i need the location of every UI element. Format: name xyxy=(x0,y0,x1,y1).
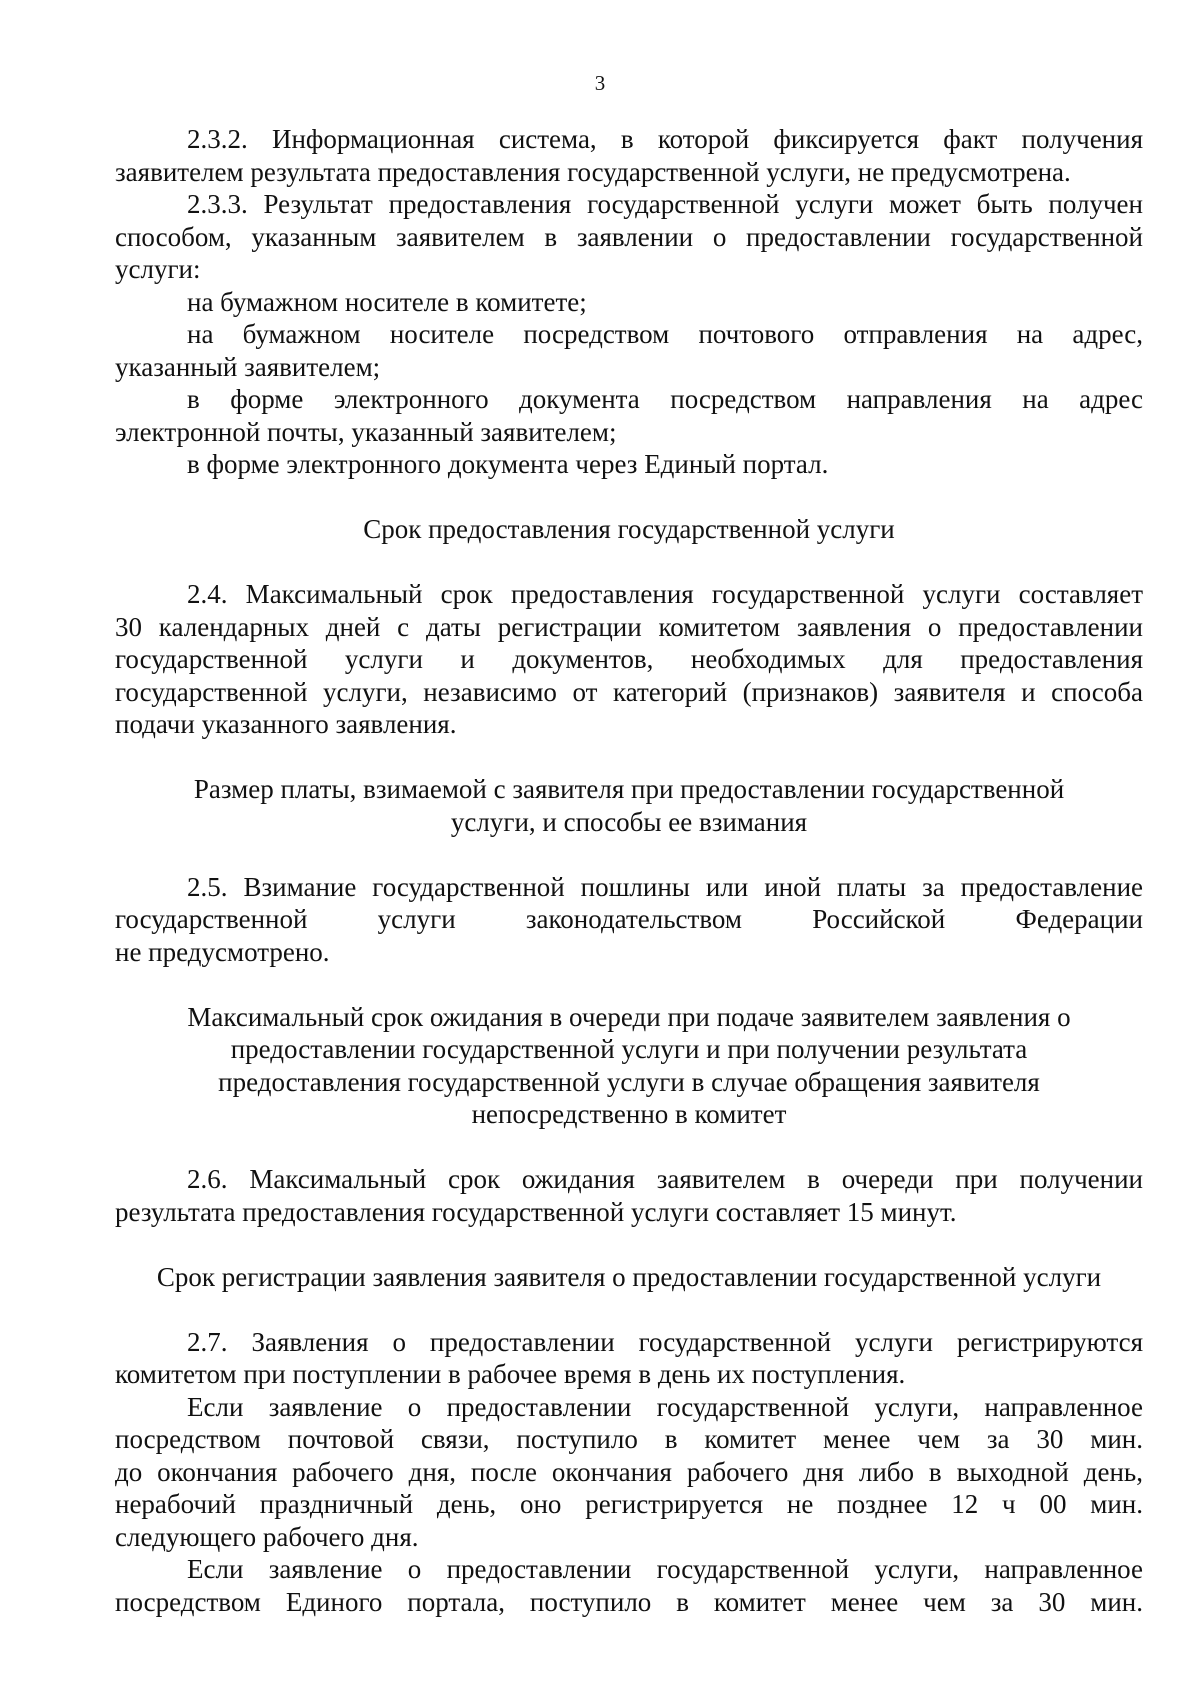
option-paper-mail-line-2: указанный заявителем; xyxy=(115,351,381,382)
paragraph-2-7-line-2: комитетом при поступлении в рабочее время в день их поступления. xyxy=(115,1359,906,1389)
paragraph-portal-line-1: Если заявление о предоставлении государственной услуги, направленное xyxy=(187,1554,1143,1584)
spacer xyxy=(115,1131,1143,1164)
spacer xyxy=(115,741,1143,774)
heading-fee-line-2: услуги, и способы ее взимания xyxy=(450,806,808,837)
paragraph-2-3-3-line-1: 2.3.3. Результат предоставления государственной услуги может быть получен xyxy=(187,189,1143,219)
option-paper-mail-line-1: на бумажном носителе посредством почтового отправления на адрес, xyxy=(187,319,1143,349)
document-body xyxy=(115,123,1143,1618)
heading-queue-line-3: предоставления государственной услуги в случае обращения заявителя xyxy=(218,1066,1040,1097)
paragraph-2-4-line-3: государственной услуги и документов, необходимых для предоставления xyxy=(115,644,1143,674)
paragraph-2-5-line-3: не предусмотрено. xyxy=(115,936,330,967)
option-paper-committee: на бумажном носителе в комитете; xyxy=(187,286,587,317)
paragraph-mail-line-2: посредством почтовой связи, поступило в комитет менее чем за 30 мин. xyxy=(115,1424,1143,1454)
paragraph-2-4-line-5: подачи указанного заявления. xyxy=(115,709,457,739)
heading-queue-line-1: Максимальный срок ожидания в очереди при подаче заявителем заявления о xyxy=(187,1001,1071,1032)
paragraph-2-6-line-1: 2.6. Максимальный срок ожидания заявителем в очереди при получении xyxy=(187,1164,1143,1194)
option-email-line-1: в форме электронного документа посредством направления на адрес xyxy=(187,384,1143,414)
heading-fee-line-1: Размер платы, взимаемой с заявителя при предоставлении государственной xyxy=(193,774,1065,804)
heading-registration-term: Срок регистрации заявления заявителя о предоставлении государственной услуги xyxy=(156,1261,1102,1292)
spacer xyxy=(115,838,1143,871)
heading-service-term: Срок предоставления государственной услуги xyxy=(363,514,895,544)
paragraph-2-6-line-2: результата предоставления государственной услуги составляет 15 минут. xyxy=(115,1196,957,1227)
spacer xyxy=(115,1228,1143,1261)
paragraph-2-5-line-2: государственной услуги законодательством Российской Федерации xyxy=(115,904,1143,934)
paragraph-2-4-line-1: 2.4. Максимальный срок предоставления государственной услуги составляет xyxy=(187,579,1143,609)
paragraph-mail-line-4: нерабочий праздничный день, оно регистрируется не позднее 12 ч 00 мин. xyxy=(115,1489,1143,1519)
paragraph-2-3-2-line-2: заявителем результата предоставления государственной услуги, не предусмотрена. xyxy=(115,156,1071,187)
paragraph-2-3-3-line-2: способом, указанным заявителем в заявлении о предоставлении государственной xyxy=(115,221,1143,252)
page-number: 3 xyxy=(594,71,606,95)
spacer xyxy=(115,546,1143,579)
paragraph-mail-line-3: до окончания рабочего дня, после окончания рабочего дня либо в выходной день, xyxy=(115,1456,1143,1487)
paragraph-2-4-line-4: государственной услуги, независимо от категорий (признаков) заявителя и способа xyxy=(115,676,1143,707)
spacer xyxy=(115,1293,1143,1326)
paragraph-mail-line-5: следующего рабочего дня. xyxy=(115,1521,419,1552)
spacer xyxy=(115,481,1143,514)
paragraph-2-3-2-line-1: 2.3.2. Информационная система, в которой фиксируется факт получения xyxy=(187,124,1143,154)
paragraph-mail-line-1: Если заявление о предоставлении государственной услуги, направленное xyxy=(187,1391,1143,1422)
paragraph-portal-line-2: посредством Единого портала, поступило в комитет менее чем за 30 мин. xyxy=(115,1586,1143,1617)
heading-queue-line-2: предоставлении государственной услуги и при получении результата xyxy=(230,1034,1028,1064)
paragraph-2-4-line-2: 30 календарных дней с даты регистрации комитетом заявления о предоставлении xyxy=(115,611,1143,642)
spacer xyxy=(115,968,1143,1001)
option-portal: в форме электронного документа через Единый портал. xyxy=(187,449,829,479)
paragraph-2-7-line-1: 2.7. Заявления о предоставлении государственной услуги регистрируются xyxy=(187,1326,1143,1357)
paragraph-2-5-line-1: 2.5. Взимание государственной пошлины или иной платы за предоставление xyxy=(187,871,1143,902)
option-email-line-2: электронной почты, указанный заявителем; xyxy=(115,416,617,447)
paragraph-2-3-3-line-3: услуги: xyxy=(115,254,201,284)
heading-queue-line-4: непосредственно в комитет xyxy=(471,1099,787,1129)
